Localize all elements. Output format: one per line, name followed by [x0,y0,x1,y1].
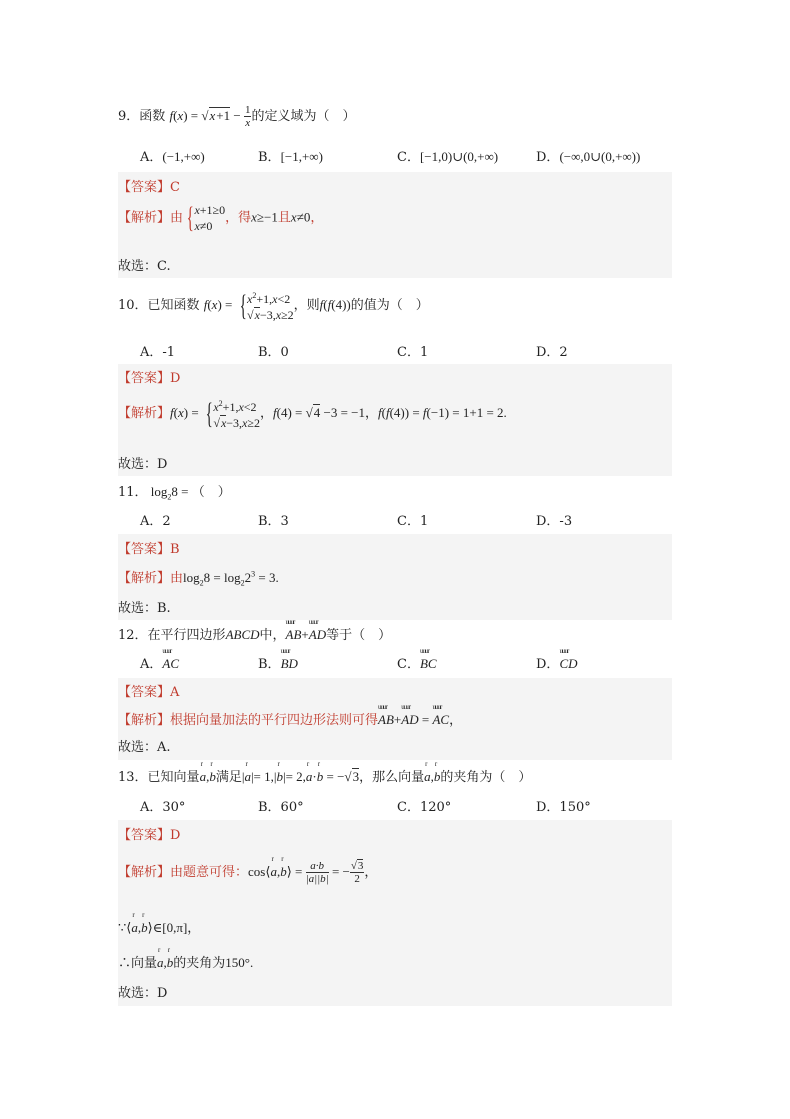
question-13-option-c: C．120° [397,800,452,815]
question-9-option-c: C．[−1,0)∪(0,+∞) [397,149,499,165]
question-9-explanation: 【解析】由 {x+1≥0 x≠0，得x≥−1且x≠0， [118,201,324,234]
question-13-option-d: D．150° [536,800,591,815]
question-11-option-b: B．3 [258,514,289,529]
question-9-answer: 【答案】C [118,180,180,195]
question-9-option-b: B．[−1,+∞) [258,149,323,165]
question-11-answer: 【答案】B [118,542,180,557]
question-12-explanation: 【解析】根据向量加法的平行四边形法则可得uuur AB+uuur AD = uuur AC， [118,709,462,728]
question-13-option-b: B．60° [258,800,304,815]
question-10-stem: 10．已知函数 $f(x) = \{x^2+1,x<2$ √x−3,x≥2，则f(f(4))的值为（ ） [118,288,429,322]
question-10-answer: 【答案】D [118,371,181,386]
question-12-option-d: D．uuur CD [536,653,578,672]
question-13-therefore: ∴向量r a,r b的夹角为150°. [118,952,253,971]
question-12-option-c: C．uuur BC [397,653,437,672]
question-9-option-a: A．(−1,+∞) [140,149,205,165]
question-9-selected: 故选：C. [118,259,171,274]
question-10-option-c: C．1 [397,345,429,360]
question-13-option-a: A．30° [140,800,186,815]
question-10-selected: 故选：D [118,457,168,472]
question-12-stem: 12．在平行四边形ABCD中，uuur AB+uuur AD等于（ ） [118,624,391,643]
question-10-option-a: A．-1 [140,345,176,360]
question-12-selected: 故选：A. [118,740,171,755]
question-12-answer: 【答案】A [118,685,180,700]
question-11-option-c: C．1 [397,514,429,529]
question-11-option-d: D．-3 [536,514,573,529]
question-12-option-a: A．uuur AC [140,653,179,672]
question-13-answer-block [118,820,672,1006]
question-13-explanation: 【解析】由题意可得：cos⟨r a,r b⟩ = $\frac{a\cdot b}{|a||b|}$ = − $\frac{√3}{2}$ ， [118,860,377,885]
question-11-explanation: 【解析】由$\log_28 = \log_22^3 = 3$. [118,569,279,588]
question-13-answer: 【答案】D [118,828,181,843]
question-11-selected: 故选：B. [118,601,171,616]
question-11-stem: 11． $\log_28$ = （ ） [118,484,231,502]
question-9-option-d: D．(−∞,0∪(0,+∞)) [536,149,641,165]
question-13-because: ∵⟨r a,r b⟩∈[0,π]， [118,917,200,936]
question-12-option-b: B．uuur BD [258,653,298,672]
question-10-explanation: 【解析】$f(x) = \{x^2+1,x<2$ √x−3,x≥2，f(4) = √4 −3 = −1，f(f(4)) = f(−1) = 1+1 = 2. [118,396,507,430]
question-10-option-b: B．0 [258,345,289,360]
question-13-stem: 13．已知向量r a,r b满足|r a|= 1,|r b|= 2,r a·r b = −√3，那么向量r a,r b的夹角为（ ） [118,766,531,785]
question-11-option-a: A．2 [140,514,171,529]
question-13-selected: 故选：D [118,986,168,1001]
question-10-option-d: D．2 [536,345,568,360]
question-9-stem: 9．函数 f(x) = √x+1 − $\frac{1}{x}$ 的定义域为（ ） [118,104,356,129]
